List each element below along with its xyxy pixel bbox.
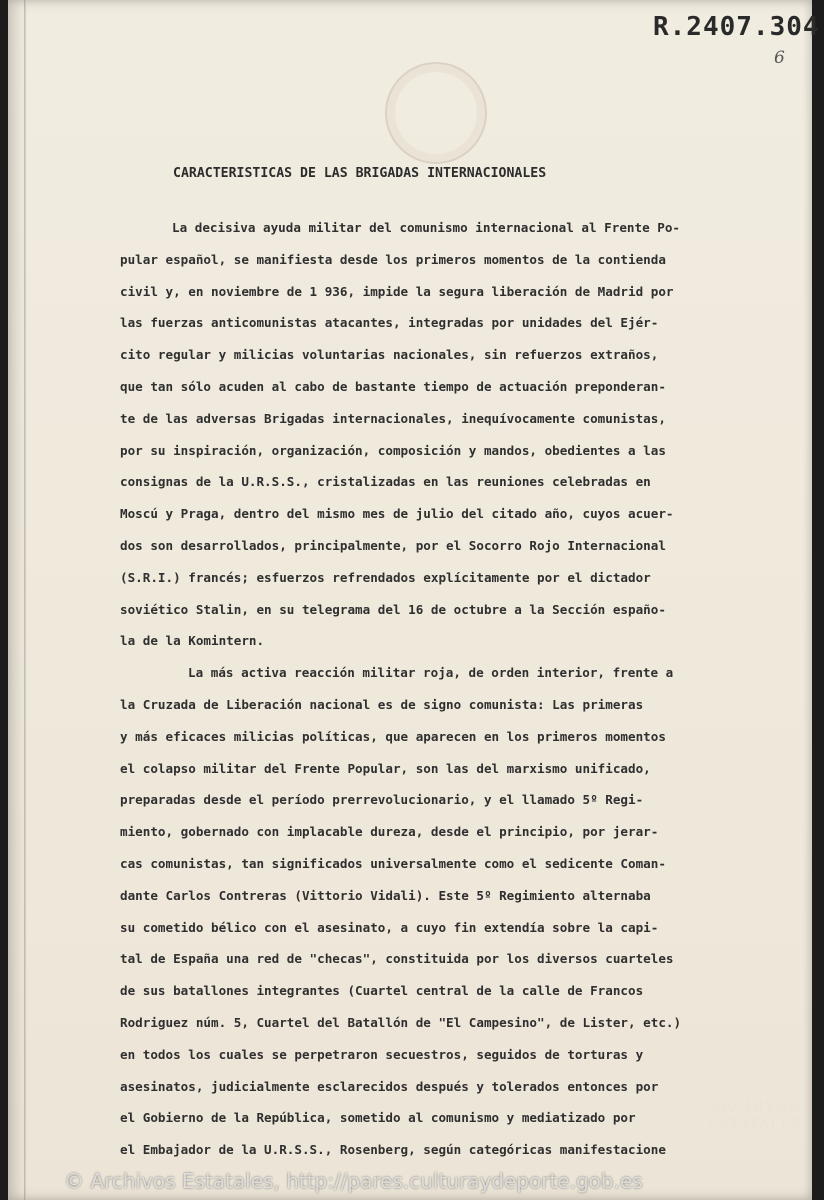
- text-line: La más activa reacción militar roja, de orden interior, frente a: [188, 665, 674, 681]
- document-title: CARACTERISTICAS DE LAS BRIGADAS INTERNACIONALES: [173, 166, 547, 181]
- watermark-line: ARCHIVOS: [710, 1099, 800, 1115]
- archive-reference: R.2407.304: [653, 12, 820, 42]
- text-line: su cometido bélico con el asesinato, a cuyo fin extendía sobre la capi-: [120, 919, 659, 935]
- text-line: en todos los cuales se perpetraron secuestros, seguidos de torturas y: [120, 1046, 644, 1062]
- text-line: La decisiva ayuda militar del comunismo internacional al Frente Po-: [172, 220, 680, 235]
- text-line: dos son desarrollados, principalmente, por el Socorro Rojo Internacional: [120, 537, 666, 553]
- text-line: y más eficaces milicias políticas, que aparecen en los primeros momentos: [120, 728, 666, 744]
- text-line: la de la Komintern.: [120, 633, 265, 649]
- text-line: de sus batallones integrantes (Cuartel central de la calle de Francos: [120, 983, 644, 999]
- text-line: Rodriguez núm. 5, Cuartel del Batallón de "El Campesino", de Lister, etc.): [120, 1014, 682, 1030]
- text-line: dante Carlos Contreras (Vittorio Vidali). Este 5º Regimiento alternaba: [120, 887, 651, 903]
- text-line: (S.R.I.) francés; esfuerzos refrendados explícitamente por el dictador: [120, 569, 651, 585]
- text-line: la Cruzada de Liberación nacional es de signo comunista: Las primeras: [120, 696, 644, 712]
- text-line: te de las adversas Brigadas internacionales, inequívocamente comunistas,: [120, 410, 666, 426]
- text-line: soviético Stalin, en su telegrama del 16 de octubre a la Sección españo-: [120, 601, 666, 617]
- copyright-notice: © Archivos Estatales, http://pares.culturaydeporte.gob.es: [64, 1169, 643, 1193]
- text-line: el Embajador de la U.R.S.S., Rosenberg, según categóricas manifestacione: [120, 1142, 666, 1158]
- paper-fold-edge: [24, 0, 27, 1200]
- text-line: que tan sólo acuden al cabo de bastante tiempo de actuación preponderan-: [120, 378, 666, 394]
- text-line: consignas de la U.R.S.S., cristalizadas en las reuniones celebradas en: [120, 474, 651, 490]
- text-line: Moscú y Praga, dentro del mismo mes de julio del citado año, cuyos acuer-: [120, 506, 674, 522]
- text-line: miento, gobernado con implacable dureza, desde el principio, por jerar-: [120, 824, 659, 840]
- text-line: el colapso militar del Frente Popular, son las del marxismo unificado,: [120, 760, 651, 776]
- document-body: [120, 212, 810, 1166]
- embossed-seal: [385, 62, 487, 164]
- text-line: preparadas desde el período prerrevolucionario, y el llamado 5º Regi-: [120, 792, 644, 808]
- watermark-line: ESTATALES: [707, 1117, 803, 1133]
- text-line: cas comunistas, tan significados universalmente como el sedicente Coman-: [120, 855, 666, 871]
- text-line: civil y, en noviembre de 1 936, impide la segura liberación de Madrid por: [120, 283, 674, 299]
- text-line: las fuerzas anticomunistas atacantes, integradas por unidades del Ejér-: [120, 315, 659, 331]
- text-line: el Gobierno de la República, sometido al comunismo y mediatizado por: [120, 1110, 636, 1126]
- text-line: asesinatos, judicialmente esclarecidos después y tolerados entonces por: [120, 1078, 659, 1094]
- text-line: pular español, se manifiesta desde los primeros momentos de la contienda: [120, 251, 666, 267]
- text-line: cito regular y milicias voluntarias nacionales, sin refuerzos extraños,: [120, 347, 659, 363]
- text-line: por su inspiración, organización, composición y mandos, obedientes a las: [120, 442, 666, 458]
- text-line: tal de España una red de "checas", constituida por los diversos cuarteles: [120, 951, 674, 967]
- archive-watermark: [700, 1098, 810, 1134]
- page-number: 6: [774, 48, 785, 68]
